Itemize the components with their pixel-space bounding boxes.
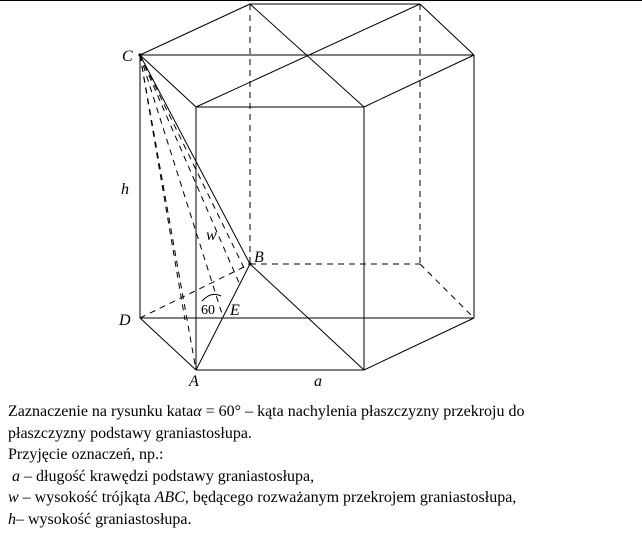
caption-line-6: h– wysokość graniastosłupa. <box>8 510 192 528</box>
edge-bottom-left <box>140 318 196 370</box>
diag-bottom-Bto <box>250 264 364 370</box>
hidden-C-fan-3 <box>140 55 246 272</box>
hidden-bottom-back-right <box>420 264 474 318</box>
edge-top-back-right <box>420 4 474 55</box>
label-w: w <box>206 227 217 244</box>
caption-line-1: Zaznaczenie na rysunku kataα = 60° – kąta nachylenia płaszczyzny przekroju do <box>8 403 525 420</box>
label-C: C <box>122 48 133 65</box>
hidden-CE-w <box>140 55 223 317</box>
edge-top-back-left <box>140 4 250 55</box>
label-A: A <box>189 373 199 390</box>
label-E: E <box>230 302 240 319</box>
point-B <box>248 262 251 265</box>
hidden-C-fan-1 <box>140 55 185 320</box>
label-angle: 60 <box>201 303 215 318</box>
caption-line-2: płaszczyzny podstawy graniastosłupa. <box>8 424 252 442</box>
caption <box>8 401 638 531</box>
edge-top-right-front <box>364 55 474 107</box>
edge-CB <box>140 55 250 264</box>
hidden-C-fan-2 <box>140 55 240 285</box>
angle-arc <box>202 294 221 301</box>
label-a: a <box>314 373 322 390</box>
caption-line-3: Przyjęcie oznaczeń, np.: <box>8 446 164 464</box>
point-C <box>138 53 141 56</box>
label-h: h <box>121 181 129 198</box>
caption-line-5: w – wysokość trójkąta ABC, będącego rozważanym przekrojem graniastosłupa, <box>8 489 517 507</box>
edge-bottom-right <box>364 318 474 370</box>
label-B: B <box>254 249 264 266</box>
caption-line-4: a – długość krawędzi podstawy graniastosłupa, <box>12 467 315 485</box>
label-D: D <box>119 312 131 329</box>
